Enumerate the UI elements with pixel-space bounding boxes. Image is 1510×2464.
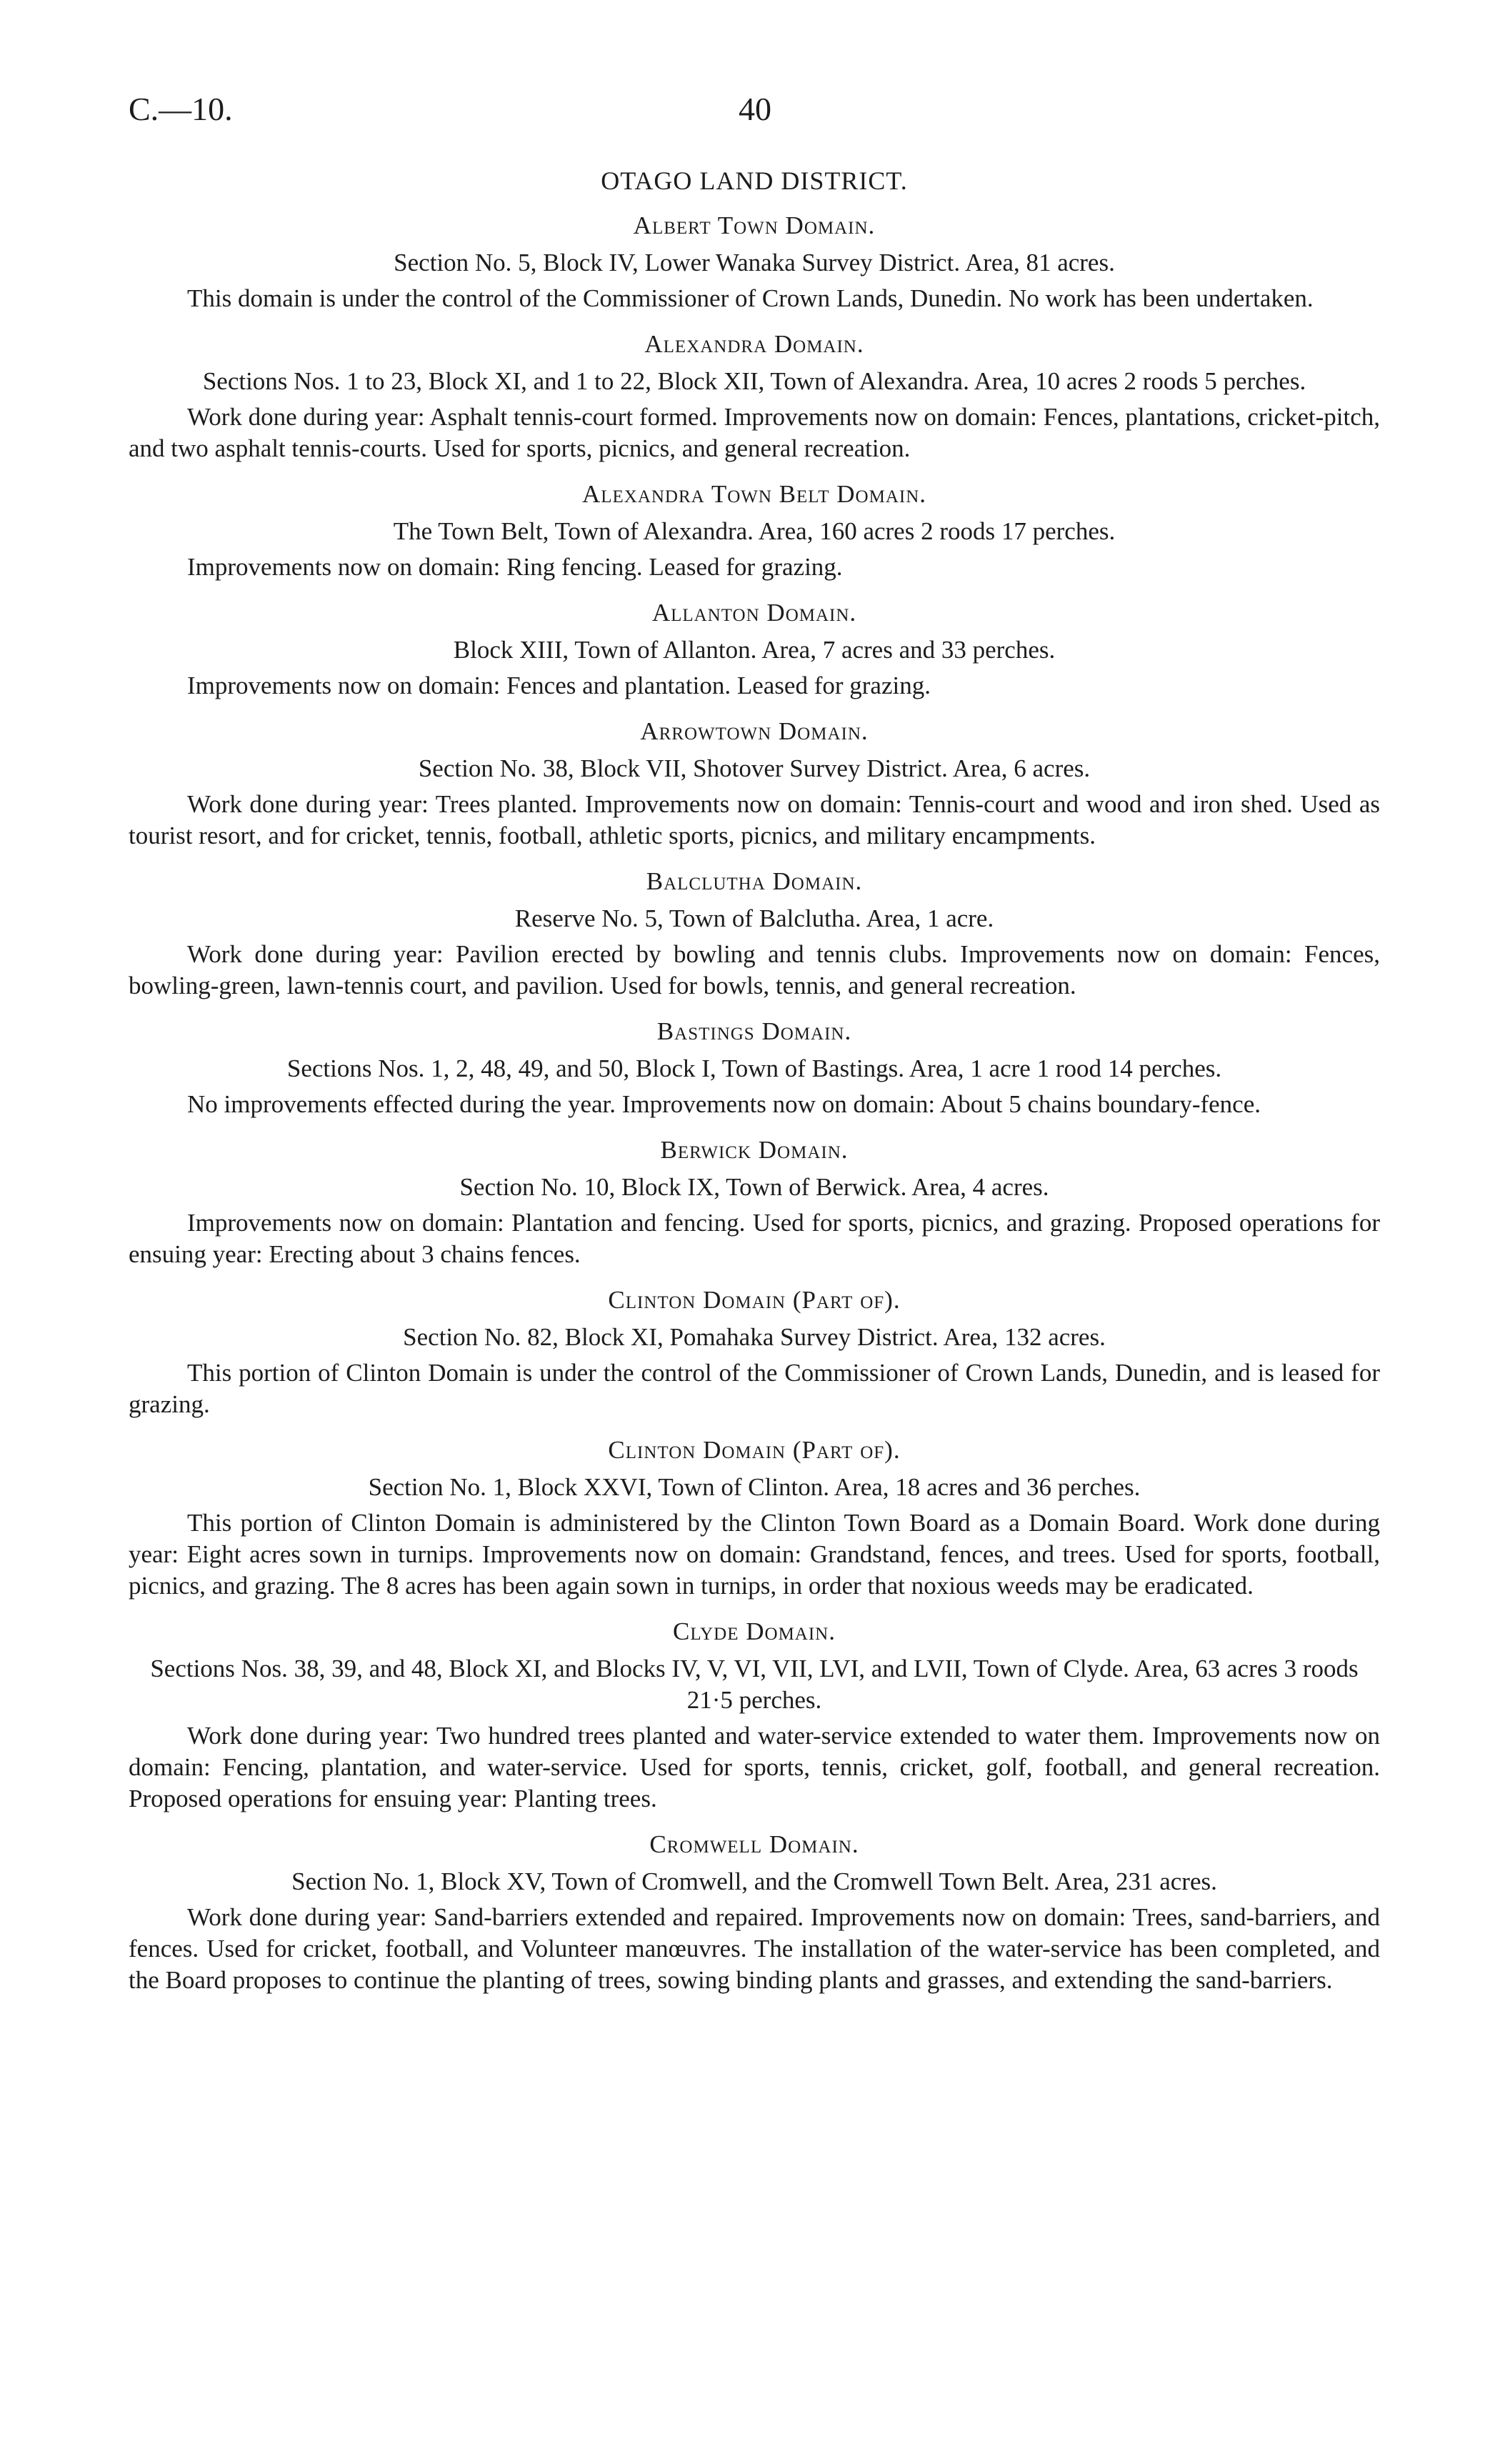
domain-paragraph: Work done during year: Asphalt tennis-court formed. Improvements now on domain: Fences, plantations, cricket-pitch, and two asphalt tennis-courts. Used for sports, picnics, and general recreation.	[129, 403, 1380, 462]
domain-section	[129, 1286, 1380, 1420]
report-code: C.—10.	[129, 91, 233, 127]
domain-section	[129, 211, 1380, 314]
domain-description: Section No. 5, Block IV, Lower Wanaka Survey District. Area, 81 acres.	[394, 249, 1115, 276]
domain-description: Section No. 1, Block XXVI, Town of Clinton. Area, 18 acres and 36 perches.	[368, 1473, 1141, 1501]
domain-section	[129, 330, 1380, 464]
domain-title: Balclutha Domain.	[646, 867, 863, 895]
domain-description: Section No. 82, Block XI, Pomahaka Survey District. Area, 132 acres.	[403, 1323, 1106, 1351]
domain-description: Section No. 1, Block XV, Town of Cromwell, and the Cromwell Town Belt. Area, 231 acres.	[291, 1867, 1217, 1895]
domain-title: Arrowtown Domain.	[640, 717, 869, 745]
domain-title: Berwick Domain.	[660, 1136, 849, 1164]
domain-section	[129, 599, 1380, 702]
domain-title: Allanton Domain.	[651, 599, 857, 627]
domain-section	[129, 717, 1380, 852]
domain-paragraph: This portion of Clinton Domain is administered by the Clinton Town Board as a Domain Board. Work done during year: Eight acres sown in turnips. Improvements now on domain: Grandstand, fences, and trees. Used for sports, football, picnics, and grazing. The 8 acres has been again sown in turnips, in order that noxious weeds may be eradicated.	[129, 1509, 1380, 1600]
domain-section	[129, 1830, 1380, 1996]
domain-paragraph: This domain is under the control of the Commissioner of Crown Lands, Dunedin. No work has been undertaken.	[187, 284, 1314, 312]
domain-title: Albert Town Domain.	[633, 211, 876, 239]
domain-title: Clinton Domain (Part of).	[608, 1436, 901, 1464]
domain-description: Section No. 38, Block VII, Shotover Survey District. Area, 6 acres.	[418, 754, 1091, 782]
domain-section	[129, 1136, 1380, 1270]
domain-paragraph: Improvements now on domain: Ring fencing. Leased for grazing.	[187, 553, 843, 581]
domain-title: Alexandra Domain.	[644, 330, 864, 358]
domain-title: Alexandra Town Belt Domain.	[581, 480, 927, 508]
domain-paragraph: No improvements effected during the year. Improvements now on domain: About 5 chains boundary-fence.	[187, 1090, 1261, 1118]
domain-paragraph: Work done during year: Sand-barriers extended and repaired. Improvements now on domain: Trees, sand-barriers, and fences. Used for cricket, football, and Volunteer manœuvres. The installation of the water-service has been completed, and the Board proposes to continue the planting of trees, sowing binding plants and grasses, and extending the sand-barriers.	[129, 1903, 1380, 1994]
domain-description: Sections Nos. 1 to 23, Block XI, and 1 to 22, Block XII, Town of Alexandra. Area, 10 acres 2 roods 5 perches.	[202, 367, 1306, 395]
domain-title: Cromwell Domain.	[649, 1830, 859, 1858]
domain-sections	[129, 211, 1380, 1996]
domain-description: The Town Belt, Town of Alexandra. Area, 160 acres 2 roods 17 perches.	[393, 517, 1116, 545]
domain-section	[129, 1436, 1380, 1602]
domain-title: Bastings Domain.	[656, 1017, 852, 1045]
domain-paragraph: Improvements now on domain: Fences and plantation. Leased for grazing.	[187, 672, 931, 699]
domain-section	[129, 1017, 1380, 1120]
domain-paragraph: Work done during year: Pavilion erected by bowling and tennis clubs. Improvements now on domain: Fences, bowling-green, lawn-tennis court, and pavilion. Used for bowls, tennis, and general recreation.	[129, 940, 1380, 999]
domain-paragraph: Improvements now on domain: Plantation and fencing. Used for sports, picnics, and grazing. Proposed operations for ensuing year: Erecting about 3 chains fences.	[129, 1209, 1380, 1268]
domain-section	[129, 480, 1380, 583]
domain-description: Reserve No. 5, Town of Balclutha. Area, 1 acre.	[514, 904, 994, 932]
page-body	[129, 166, 1380, 2003]
domain-title: Clinton Domain (Part of).	[608, 1286, 901, 1314]
domain-description: Block XIII, Town of Allanton. Area, 7 acres and 33 perches.	[453, 636, 1056, 664]
domain-paragraph: Work done during year: Two hundred trees planted and water-service extended to water them. Improvements now on domain: Fencing, plantation, and water-service. Used for sports, tennis, cricket, golf, football, and general recreation. Proposed operations for ensuing year: Planting trees.	[129, 1722, 1380, 1812]
domain-paragraph: This portion of Clinton Domain is under the control of the Commissioner of Crown Lands, Dunedin, and is leased for grazing.	[129, 1359, 1380, 1418]
district-heading: OTAGO LAND DISTRICT.	[601, 166, 908, 195]
domain-paragraph: Work done during year: Trees planted. Improvements now on domain: Tennis-court and wood and iron shed. Used as tourist resort, and for cricket, tennis, football, athletic sports, picnics, and military encampments.	[129, 790, 1380, 849]
page-number: 40	[739, 91, 771, 127]
domain-title: Clyde Domain.	[673, 1617, 836, 1645]
domain-description: Sections Nos. 38, 39, and 48, Block XI, and Blocks IV, V, VI, VII, LVI, and LVII, Town of Clyde. Area, 63 acres 3 roods 21·5 perches.	[150, 1655, 1359, 1714]
domain-section	[129, 1617, 1380, 1815]
domain-description: Section No. 10, Block IX, Town of Berwick. Area, 4 acres.	[459, 1173, 1049, 1201]
domain-description: Sections Nos. 1, 2, 48, 49, and 50, Block I, Town of Bastings. Area, 1 acre 1 rood 14 perches.	[286, 1054, 1222, 1082]
domain-section	[129, 867, 1380, 1002]
